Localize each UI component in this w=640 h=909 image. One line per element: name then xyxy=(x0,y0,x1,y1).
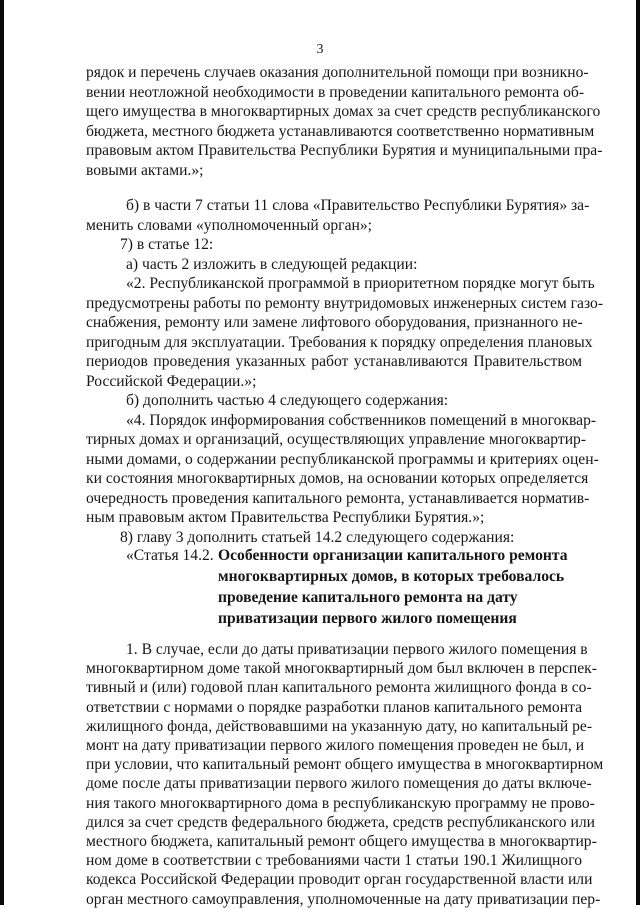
text-line: 7) в статье 12: xyxy=(120,236,214,253)
article-title-line: многоквартирных домов, в которых требовалось xyxy=(218,568,565,585)
text-line: ными домами, о содержании республиканской программы и критериях оцен- xyxy=(86,450,599,468)
text-line: вовыми актами.»; xyxy=(86,161,204,179)
text-line: а) часть 2 изложить в следующей редакции: xyxy=(126,255,418,273)
text-line: ки состояния многоквартирных домов, на основании которых определяется xyxy=(86,470,589,487)
clause-line: многоквартирном доме такой многоквартирный дом был включен в перспек- xyxy=(86,660,597,678)
clause-line: ния такого многоквартирного дома в республиканскую программу не прово- xyxy=(86,794,595,812)
clause-line: монт на дату приватизации первого жилого помещения проведен не был, и xyxy=(86,737,585,754)
text-line: Российской Федерации.»; xyxy=(86,372,257,390)
page-number: 3 xyxy=(316,42,324,57)
text-line: пригодным для эксплуатации. Требования к порядку определения плановых xyxy=(86,333,593,351)
text-line: б) дополнить частью 4 следующего содержания: xyxy=(126,392,449,409)
clause-line: орган местного самоуправления, уполномоченные на дату приватизации пер- xyxy=(86,890,601,908)
text-line: щего имущества в многоквартирных домах за счет средств республиканского xyxy=(86,103,601,120)
text-line: периодов проведения указанных работ устанавливаются Правительством xyxy=(86,353,582,370)
text-line: ным правовым актом Правительства Республики Бурятия.»; xyxy=(86,509,485,526)
text-line: правовым актом Правительства Республики Бурятия и муниципальными пра- xyxy=(86,142,603,159)
text-line: 8) главу 3 дополнить статьей 14.2 следующего содержания: xyxy=(120,528,515,546)
clause-line: жилищного фонда, действовавшими на указанную дату, но капитальный ре- xyxy=(86,717,593,735)
clause-line: тивный и (или) годовой план капитального ремонта жилищного фонда в со- xyxy=(86,679,592,697)
text-line: вении неотложной необходимости в проведении капитального ремонта об- xyxy=(86,83,585,101)
text-line: снабжения, ремонту или замене лифтового оборудования, признанного не- xyxy=(86,314,583,331)
clause-line: ответствии с нормами о порядке разработки планов капитального ремонта xyxy=(86,698,582,716)
text-line: б) в части 7 статьи 11 слова «Правительство Республики Бурятия» за- xyxy=(126,197,590,214)
text-line: «4. Порядок информирования собственников помещений в многоквар- xyxy=(126,411,597,429)
text-line: предусмотрены работы по ремонту внутридомовых инженерных систем газо- xyxy=(86,294,604,312)
clause-line: доме после даты приватизации первого жилого помещения до даты включе- xyxy=(86,775,592,793)
text-line: «2. Республиканской программой в приоритетном порядке могут быть xyxy=(126,275,595,292)
text-line: рядок и перечень случаев оказания дополнительной помощи при возникно- xyxy=(86,64,589,81)
clause-line: местного бюджета, капитальный ремонт общего имущества в многоквартир- xyxy=(86,833,597,850)
text-line: очередность проведения капитального ремонта, устанавливается норматив- xyxy=(86,489,590,507)
clause-line: кодекса Российской Федерации проводит орган государственной власти или xyxy=(86,871,593,889)
clause-line: дился за счет средств федерального бюджета, средств республиканского или xyxy=(86,813,595,831)
text-line: бюджета, местного бюджета устанавливаются соответственно нормативным xyxy=(86,122,595,140)
article-title-line: приватизации первого жилого помещения xyxy=(218,610,517,627)
clause-line: 1. В случае, если до даты приватизации первого жилого помещения в xyxy=(126,641,588,658)
clause-line: при условии, что капитальный ремонт общего имущества в многоквартирном xyxy=(86,756,604,774)
clause-line: ном доме в соответствии с требованиями части 1 статьи 190.1 Жилищного xyxy=(86,852,582,870)
article-title-line: Особенности организации капитального ремонта xyxy=(218,547,568,564)
scan-border-right xyxy=(636,0,640,905)
text-line: тирных домах и организаций, осуществляющих управление многоквартир- xyxy=(86,431,587,448)
document-page xyxy=(4,0,636,908)
article-prefix: «Статья 14.2. xyxy=(126,547,214,564)
article-title-line: проведение капитального ремонта на дату xyxy=(218,589,518,606)
text-line: менить словами «уполномоченный орган»; xyxy=(86,216,372,234)
